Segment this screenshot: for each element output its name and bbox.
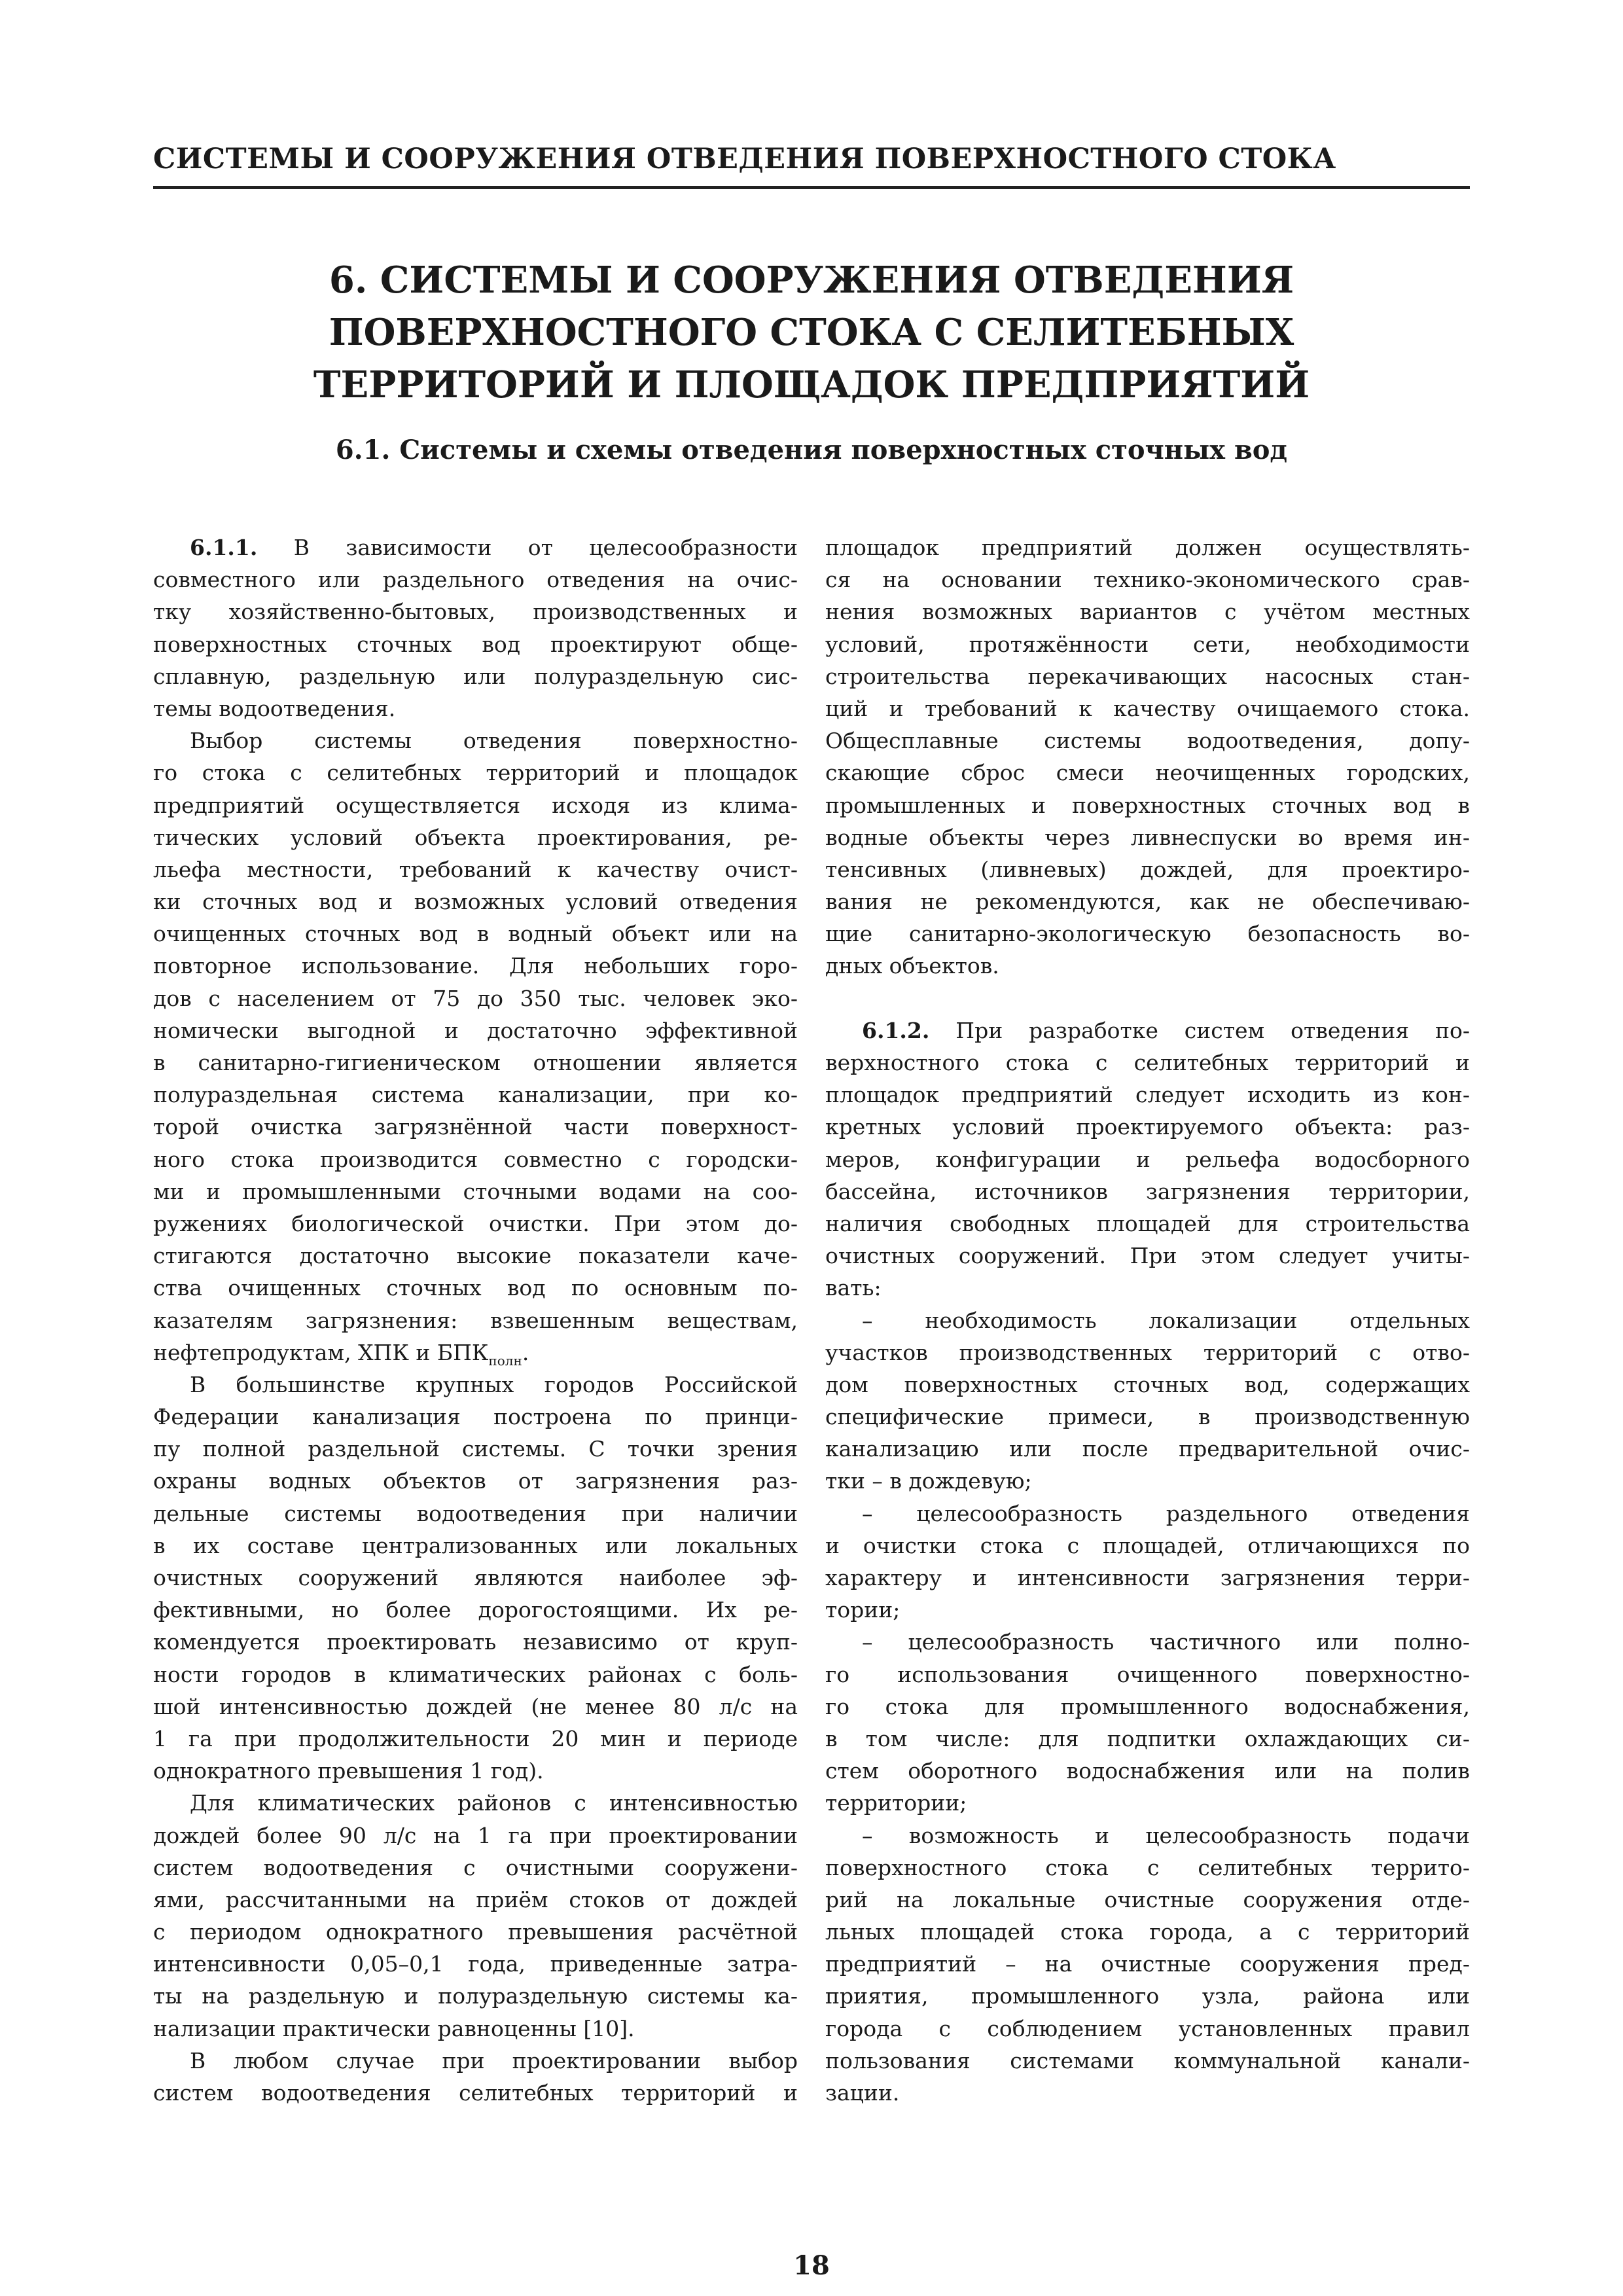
paragraph-line: 6.1.1. В зависимости от целесообразности	[190, 535, 798, 560]
chapter-title-line: 6. СИСТЕМЫ И СООРУЖЕНИЯ ОТВЕДЕНИЯ	[329, 259, 1294, 302]
paragraph-climate-regions	[153, 1787, 798, 2045]
paragraph-line: торой очистка загрязнённой части поверхност-	[153, 1114, 798, 1140]
left-column	[153, 531, 798, 2109]
paragraph-line: верхностного стока с селитебных территорий и	[825, 1050, 1470, 1075]
paragraph-line: дных объектов.	[825, 953, 999, 979]
page-number: 18	[793, 2250, 830, 2281]
list-item-reuse	[825, 1626, 1470, 1819]
paragraph-line: го стока для промышленного водоснабжения,	[825, 1693, 1470, 1719]
paragraph-line: сплавную, раздельную или полураздельную сис-	[153, 663, 798, 689]
paragraph-line: комендуется проектировать независимо от круп-	[153, 1629, 798, 1655]
clause-number: 6.1.1.	[190, 535, 258, 560]
paragraph-line: – необходимость локализации отдельных	[862, 1307, 1470, 1333]
paragraph-line: пу полной раздельной системы. С точки зрения	[153, 1436, 798, 1462]
paragraph-line: поверхностных сточных вод проектируют обще-	[153, 631, 798, 657]
paragraph-line: тенсивных (ливневых) дождей, для проектиро-	[825, 856, 1470, 882]
paragraph-line: ся на основании технико-экономического срав-	[825, 567, 1470, 593]
paragraph-line: 1 га при продолжительности 20 мин и периоде	[153, 1725, 798, 1751]
paragraph-line: тку хозяйственно-бытовых, производственных и	[153, 599, 798, 625]
paragraph-line: Для климатических районов с интенсивностью	[190, 1790, 798, 1816]
paragraph-line: очистных сооружений. При этом следует учиты-	[825, 1243, 1470, 1269]
paragraph-line: условий, протяжённости сети, необходимости	[825, 631, 1470, 657]
paragraph-line: ки сточных вод и возможных условий отведения	[153, 889, 798, 915]
paragraph-line: в том числе: для подпитки охлаждающих си-	[825, 1725, 1470, 1751]
paragraph-line: систем водоотведения с очистными сооружени-	[153, 1854, 798, 1880]
paragraph-line: ты на раздельную и полураздельную системы ка-	[153, 1983, 798, 2009]
paragraph-line: Общесплавные системы водоотведения, допу-	[825, 728, 1470, 754]
paragraph-line: наличия свободных площадей для строительства	[825, 1210, 1470, 1236]
paragraph-line: Федерации канализация построена по принци-	[153, 1404, 798, 1430]
paragraph-line: тических условий объекта проектирования, ре-	[153, 824, 798, 850]
section-title: 6.1. Системы и схемы отведения поверхностных сточных вод	[335, 435, 1288, 465]
paragraph-system-choice	[153, 725, 798, 1369]
paragraph-line: специфические примеси, в производственную	[825, 1404, 1470, 1430]
paragraph-line: ности городов в климатических районах с боль-	[153, 1661, 798, 1687]
paragraph-line: стигаются достаточно высокие показатели каче-	[153, 1243, 798, 1269]
paragraph-line: – целесообразность раздельного отведения	[862, 1500, 1470, 1526]
chapter-title	[153, 254, 1470, 411]
paragraph-line: в санитарно-гигиеническом отношении является	[153, 1050, 798, 1075]
paragraph-line: площадок предприятий должен осуществлять-	[825, 535, 1470, 560]
paragraph-line: дельные системы водоотведения при наличии	[153, 1500, 798, 1526]
paragraph-line: однократного превышения 1 год).	[153, 1758, 544, 1784]
paragraph-line: дождей более 90 л/с на 1 га при проектировании	[153, 1822, 798, 1848]
paragraph-line: темы водоотведения.	[153, 695, 396, 721]
paragraph-line: предприятий – на очистные сооружения пред-	[825, 1951, 1470, 1977]
paragraph-line: меров, конфигурации и рельефа водосборного	[825, 1146, 1470, 1172]
paragraph-line: поверхностного стока с селитебных террито-	[825, 1854, 1470, 1880]
paragraph-6-1-1	[153, 531, 798, 725]
paragraph-line: – целесообразность частичного или полно-	[862, 1629, 1470, 1655]
paragraph-line: ного стока производится совместно с городски-	[153, 1146, 798, 1172]
paragraph-line: ций и требований к качеству очищаемого стока.	[825, 695, 1470, 721]
chapter-title-line: ПОВЕРХНОСТНОГО СТОКА С СЕЛИТЕБНЫХ	[329, 311, 1294, 354]
paragraph-line: интенсивности 0,05–0,1 года, приведенные затра-	[153, 1951, 798, 1977]
paragraph-line: систем водоотведения селитебных территорий и	[153, 2080, 798, 2106]
paragraph-line: очистных сооружений являются наиболее эф-	[153, 1565, 798, 1590]
paragraph-large-cities	[153, 1369, 798, 1787]
paragraph-line: совместного или раздельного отведения на очис-	[153, 567, 798, 593]
paragraph-line: приятия, промышленного узла, района или	[825, 1983, 1470, 2009]
paragraph-line: водные объекты через ливнеспуски во время ин-	[825, 824, 1470, 850]
paragraph-line: участков производственных территорий с отво-	[825, 1339, 1470, 1365]
paragraph-line: территории;	[825, 1790, 967, 1816]
right-column	[825, 531, 1470, 2109]
paragraph-line: в их составе централизованных или локальных	[153, 1532, 798, 1558]
paragraph-line: бассейна, источников загрязнения территории,	[825, 1178, 1470, 1204]
paragraph-line: рий на локальные очистные сооружения отде-	[825, 1886, 1470, 1912]
paragraph-line: кретных условий проектируемого объекта: раз-	[825, 1114, 1470, 1140]
paragraph-line: ми и промышленными сточными водами на соо-	[153, 1178, 798, 1204]
paragraph-line: шой интенсивностью дождей (не менее 80 л/с на	[153, 1693, 798, 1719]
paragraph-line: и очистки стока с площадей, отличающихся по	[825, 1532, 1470, 1558]
paragraph-line: фективными, но более дорогостоящими. Их ре-	[153, 1597, 798, 1623]
paragraph-line: характеру и интенсивности загрязнения терри-	[825, 1565, 1470, 1590]
paragraph-line: повторное использование. Для небольших горо-	[153, 953, 798, 979]
paragraph-any-case	[153, 2045, 798, 2109]
paragraph-line: вать:	[825, 1275, 882, 1301]
paragraph-line: очищенных сточных вод в водный объект или на	[153, 921, 798, 947]
paragraph-line: ружениях биологической очистки. При этом до-	[153, 1210, 798, 1236]
paragraph-line: нефтепродуктам, ХПК и $БПК_{полн}$.	[153, 1339, 529, 1369]
paragraph-line: го использования очищенного поверхностно-	[825, 1661, 1470, 1687]
paragraph-line: охраны водных объектов от загрязнения раз-	[153, 1468, 798, 1494]
subscript-poln: полн	[488, 1352, 522, 1369]
paragraph-line: 6.1.2. При разработке систем отведения по-	[862, 1017, 1470, 1043]
paragraph-line: – возможность и целесообразность подачи	[862, 1822, 1470, 1848]
paragraph-line: стем оборотного водоснабжения или на полив	[825, 1758, 1470, 1784]
paragraph-line: тории;	[825, 1597, 901, 1623]
paragraph-line: промышленных и поверхностных сточных вод в	[825, 792, 1470, 818]
paragraph-line: нализации практически равноценны [10].	[153, 2015, 635, 2041]
paragraph-line: го стока с селитебных территорий и площадок	[153, 760, 798, 786]
paragraph-line: льных площадей стока города, а с территорий	[825, 1919, 1470, 1945]
paragraph-continued	[825, 531, 1470, 982]
paragraph-line: предприятий осуществляется исходя из клима-	[153, 792, 798, 818]
paragraph-line: Выбор системы отведения поверхностно-	[190, 728, 798, 754]
paragraph-line: с периодом однократного превышения расчётной	[153, 1919, 798, 1945]
paragraph-6-1-2	[825, 1014, 1470, 1304]
chapter-title-line: ТЕРРИТОРИЙ И ПЛОЩАДОК ПРЕДПРИЯТИЙ	[313, 363, 1310, 406]
paragraph-line: площадок предприятий следует исходить из кон-	[825, 1082, 1470, 1108]
paragraph-line: ства очищенных сточных вод по основным по-	[153, 1275, 798, 1301]
header-rule	[153, 186, 1470, 189]
paragraph-line: пользования системами коммунальной канали-	[825, 2047, 1470, 2073]
paragraph-line: скающие сброс смеси неочищенных городских,	[825, 760, 1470, 786]
paragraph-line: канализацию или после предварительной очис-	[825, 1436, 1470, 1462]
paragraph-line: зации.	[825, 2080, 900, 2106]
paragraph-line: льефа местности, требований к качеству очист-	[153, 856, 798, 882]
paragraph-line: нения возможных вариантов с учётом местных	[825, 599, 1470, 625]
list-item-localization	[825, 1304, 1470, 1498]
paragraph-line: В любом случае при проектировании выбор	[190, 2047, 798, 2073]
list-item-local-treatment	[825, 1820, 1470, 2109]
paragraph-line: города с соблюдением установленных правил	[825, 2015, 1470, 2041]
paragraph-line: тки – в дождевую;	[825, 1468, 1032, 1494]
paragraph-line: щие санитарно-экологическую безопасность во-	[825, 921, 1470, 947]
paragraph-line: вания не рекомендуются, как не обеспечиваю-	[825, 889, 1470, 915]
paragraph-line: строительства перекачивающих насосных стан-	[825, 663, 1470, 689]
paragraph-line: дов с населением от 75 до 350 тыс. человек эко-	[153, 985, 798, 1011]
paragraph-line: В большинстве крупных городов Российской	[190, 1371, 798, 1397]
paragraph-line: полураздельная система канализации, при ко-	[153, 1082, 798, 1108]
paragraph-gap	[825, 982, 1470, 1014]
running-header: СИСТЕМЫ И СООРУЖЕНИЯ ОТВЕДЕНИЯ ПОВЕРХНОСТНОГО СТОКА	[153, 143, 1336, 175]
paragraph-line: дом поверхностных сточных вод, содержащих	[825, 1371, 1470, 1397]
clause-number: 6.1.2.	[862, 1017, 930, 1043]
list-item-separate-drainage	[825, 1498, 1470, 1626]
paragraph-line: номически выгодной и достаточно эффективной	[153, 1017, 798, 1043]
paragraph-line: казателям загрязнения: взвешенным веществам,	[153, 1307, 798, 1333]
paragraph-line: ями, рассчитанными на приём стоков от дождей	[153, 1886, 798, 1912]
